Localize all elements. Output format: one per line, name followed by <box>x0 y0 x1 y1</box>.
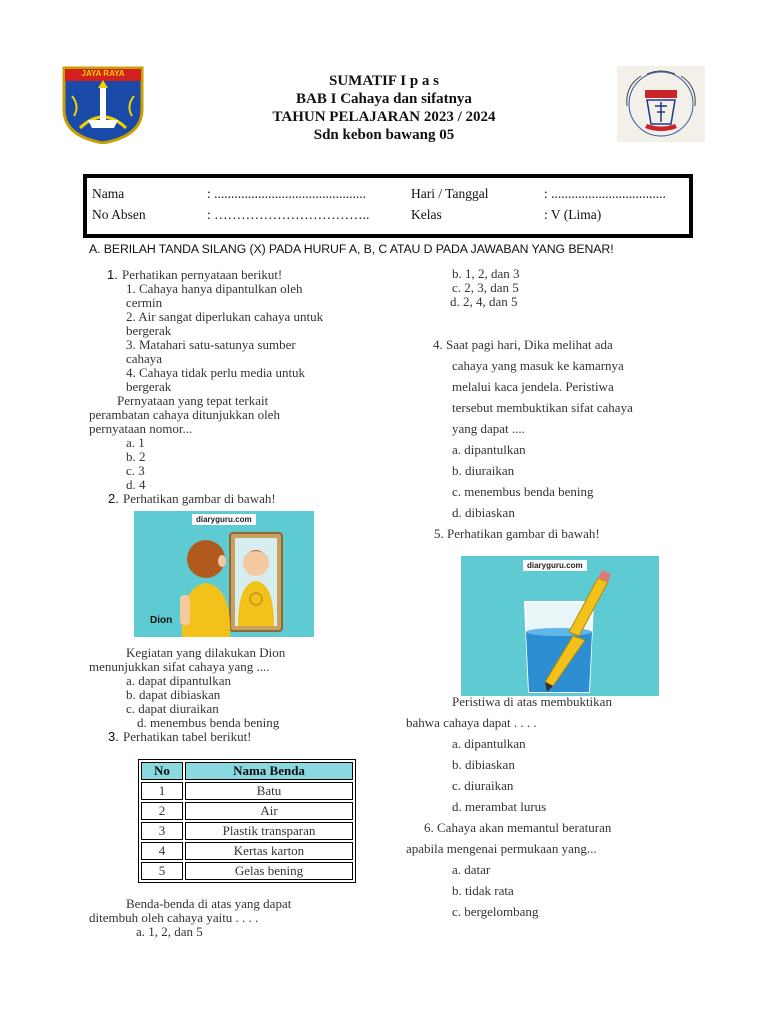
q5-option-b[interactable]: b. dibiaskan <box>452 757 515 772</box>
q2-option-b[interactable]: b. dapat dibiaskan <box>126 687 221 702</box>
school-seal-icon <box>617 66 705 142</box>
table-row <box>141 802 353 820</box>
q1-option-a[interactable]: a. 1 <box>126 435 145 450</box>
nama-field[interactable]: : ............................................. <box>207 186 367 201</box>
school-left-logo <box>62 66 144 144</box>
row-name: Batu <box>185 782 353 800</box>
glass-figure <box>461 556 659 696</box>
row-no: 5 <box>141 862 183 880</box>
q6-option-a[interactable]: a. datar <box>452 862 491 877</box>
table-row <box>141 822 353 840</box>
table-row <box>141 782 353 800</box>
q3-text: Perhatikan tabel berikut! <box>123 729 252 744</box>
q1-text: Perhatikan pernyataan berikut! <box>122 267 283 282</box>
logo-text: JAYA RAYA <box>81 69 125 78</box>
q4-line-2: cahaya yang masuk ke kamarnya <box>452 358 624 373</box>
row-no: 4 <box>141 842 183 860</box>
table-header-row <box>141 762 353 780</box>
q2-option-c[interactable]: c. dapat diuraikan <box>126 701 219 716</box>
exam-title: SUMATIF I p a s <box>328 73 440 89</box>
q1-option-b[interactable]: b. 2 <box>126 449 146 464</box>
mirror-figure <box>134 511 314 637</box>
q4-option-b[interactable]: b. diuraikan <box>452 463 515 478</box>
q6-line-1: 6. Cahaya akan memantul beraturan <box>424 820 612 835</box>
q1-option-d[interactable]: d. 4 <box>126 477 146 492</box>
school-right-logo <box>617 66 705 142</box>
absen-label: No Absen <box>92 207 146 222</box>
instruction-heading: A. BERILAH TANDA SILANG (X) PADA HURUF A, B, C ATAU D PADA JAWABAN YANG BENAR! <box>89 242 614 256</box>
q1-prompt-1: Pernyataan yang tepat terkait <box>117 393 269 408</box>
q5-text: 5. Perhatikan gambar di bawah! <box>434 526 600 541</box>
q4-line-4: tersebut membuktikan sifat cahaya <box>452 400 633 415</box>
row-no: 1 <box>141 782 183 800</box>
q2-prompt-2: menunjukkan sifat cahaya yang .... <box>89 659 270 674</box>
chapter-title: BAB I Cahaya dan sifatnya <box>296 91 472 107</box>
col-header-name: Nama Benda <box>185 762 353 780</box>
table-row <box>141 842 353 860</box>
student-identity-box <box>83 174 693 238</box>
watermark: diaryguru.com <box>192 514 256 525</box>
q4-option-a[interactable]: a. dipantulkan <box>452 442 526 457</box>
row-no: 2 <box>141 802 183 820</box>
q1-option-c[interactable]: c. 3 <box>126 463 145 478</box>
q4-option-d[interactable]: d. dibiaskan <box>452 505 515 520</box>
kelas-label: Kelas <box>411 207 442 222</box>
q6-line-2: apabila mengenai permukaan yang... <box>406 841 597 856</box>
pencil-in-glass-illustration <box>461 556 659 696</box>
row-name: Gelas bening <box>185 862 353 880</box>
q3-prompt-1: Benda-benda di atas yang dapat <box>126 896 292 911</box>
hari-label: Hari / Tanggal <box>411 186 489 201</box>
q6-option-b[interactable]: b. tidak rata <box>452 883 514 898</box>
q1-statement-1b: cermin <box>126 295 163 310</box>
q4-line-3: melalui kaca jendela. Peristiwa <box>452 379 614 394</box>
q4-option-c[interactable]: c. menembus benda bening <box>452 484 594 499</box>
q3-option-d[interactable]: d. 2, 4, dan 5 <box>450 294 518 309</box>
q1-statement-2a: 2. Air sangat diperlukan cahaya untuk <box>126 309 324 324</box>
q3-option-c[interactable]: c. 2, 3, dan 5 <box>452 280 519 295</box>
q2-option-a[interactable]: a. dapat dipantulkan <box>126 673 232 688</box>
absen-field[interactable]: : …………………………….. <box>207 207 370 222</box>
q2-prompt-1: Kegiatan yang dilakukan Dion <box>126 645 286 660</box>
q1-statement-3b: cahaya <box>126 351 163 366</box>
q3-prompt-2: ditembuh oleh cahaya yaitu . . . . <box>89 910 259 925</box>
q1-statement-2b: bergerak <box>126 323 172 338</box>
q5-option-c[interactable]: c. diuraikan <box>452 778 514 793</box>
q1-statement-4a: 4. Cahaya tidak perlu media untuk <box>126 365 306 380</box>
q5-option-a[interactable]: a. dipantulkan <box>452 736 526 751</box>
q2-option-d[interactable]: d. menembus benda bening <box>137 715 280 730</box>
q1-prompt-2: perambatan cahaya ditunjukkan oleh <box>89 407 280 422</box>
row-name: Air <box>185 802 353 820</box>
q5-option-d[interactable]: d. merambat lurus <box>452 799 547 814</box>
q1-statement-3a: 3. Matahari satu-satunya sumber <box>126 337 296 352</box>
q6-option-c[interactable]: c. bergelombang <box>452 904 539 919</box>
col-header-no: No <box>141 762 183 780</box>
q5-prompt-1: Peristiwa di atas membuktikan <box>452 694 612 709</box>
nama-label: Nama <box>92 186 125 201</box>
q4-line-1: 4. Saat pagi hari, Dika melihat ada <box>433 337 613 352</box>
q2-text: Perhatikan gambar di bawah! <box>123 491 276 506</box>
objects-table <box>138 759 356 883</box>
q2-number: 2. <box>108 491 119 506</box>
q4-line-5: yang dapat .... <box>452 421 525 436</box>
q3-number: 3. <box>108 729 119 744</box>
q1-prompt-3: pernyataan nomor... <box>89 421 193 436</box>
school-name: Sdn kebon bawang 05 <box>313 127 455 143</box>
figure-label: Dion <box>150 615 173 626</box>
row-name: Plastik transparan <box>185 822 353 840</box>
q1-statement-4b: bergerak <box>126 379 172 394</box>
q5-prompt-2: bahwa cahaya dapat . . . . <box>406 715 537 730</box>
q3-option-b[interactable]: b. 1, 2, dan 3 <box>452 266 520 281</box>
row-no: 3 <box>141 822 183 840</box>
watermark: diaryguru.com <box>523 560 587 571</box>
q1-statement-1a: 1. Cahaya hanya dipantulkan oleh <box>126 281 303 296</box>
academic-year: TAHUN PELAJARAN 2023 / 2024 <box>272 109 496 125</box>
hari-field[interactable]: : .................................. <box>544 186 666 201</box>
kelas-field[interactable]: : V (Lima) <box>544 207 602 222</box>
row-name: Kertas karton <box>185 842 353 860</box>
q3-option-a[interactable]: a. 1, 2, dan 5 <box>136 924 203 939</box>
q1-number: 1. <box>107 267 118 282</box>
table-row <box>141 862 353 880</box>
